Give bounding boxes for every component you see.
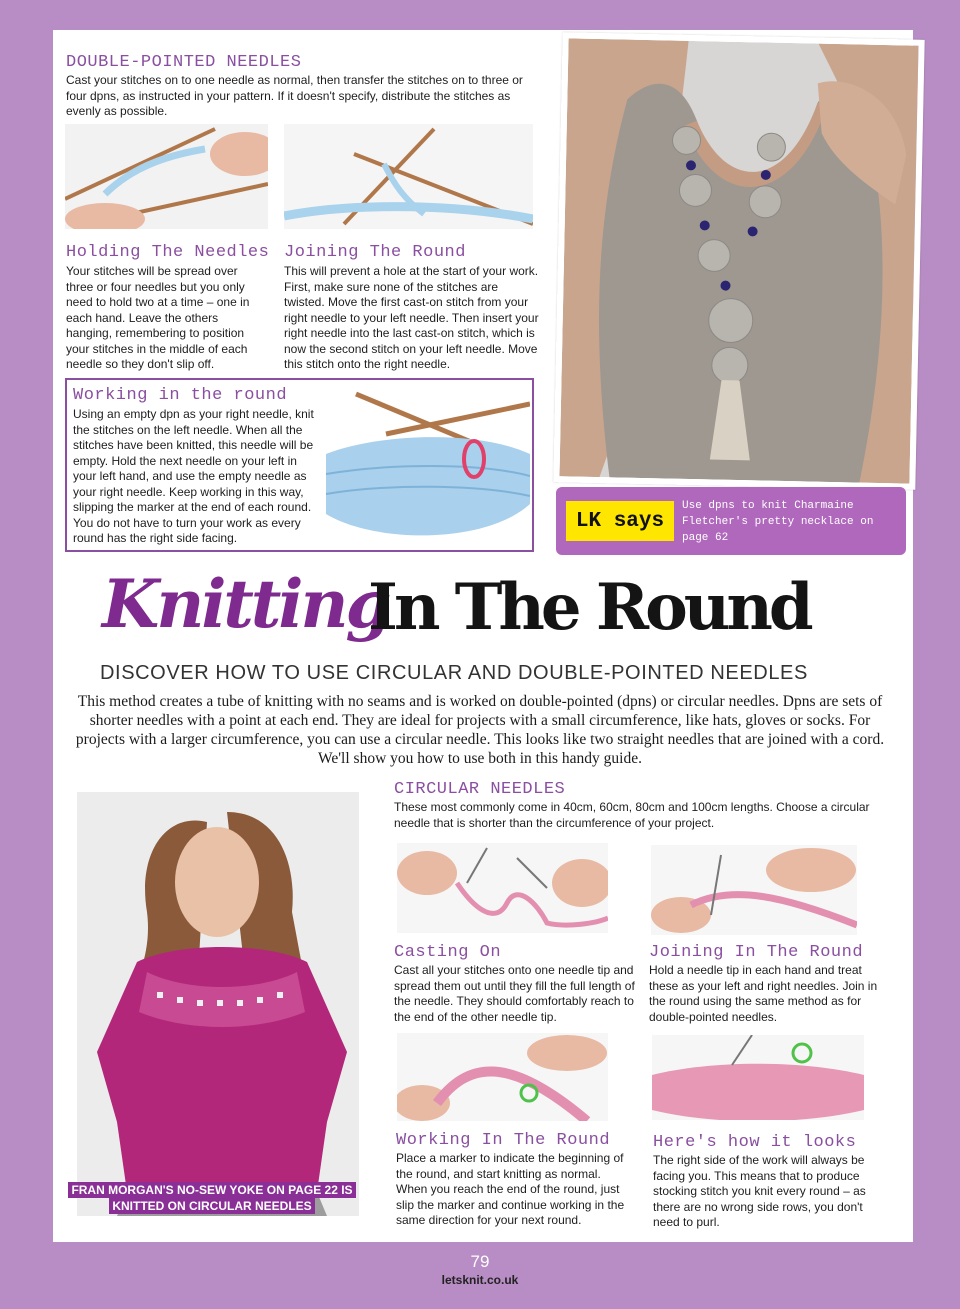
circular-intro: These most commonly come in 40cm, 60cm, 80cm and 100cm lengths. Choose a circular needle that is shorter than the circumference of your project. [394, 800, 870, 830]
working-text: Using an empty dpn as your right needle, knit the stitches on the left needle. When all the stitches have been knitted, this needle will be empty. Hold the next needle on your left in your left hand, and use the empty needle as your right needle. Keep working in this way, slipping the marker at the end of each round. You do not have to turn your work as every round has the right side facing. [73, 407, 314, 545]
title-script: Knitting [102, 565, 389, 643]
joining-round-text: Hold a needle tip in each hand and treat these as your left and right needles. Join in the round using the same method as for double-pointed needles. [649, 963, 878, 1024]
working-round-photo [326, 384, 530, 548]
circular-heading: CIRCULAR NEEDLES [394, 780, 566, 799]
dpn-intro: Cast your stitches on to one needle as normal, then transfer the stitches on to three or four dpns, as instructed in your pattern. If it doesn't specify, distribute the stitches as evenly as possible. [66, 73, 523, 118]
sweater-caption: FRAN MORGAN'S NO-SEW YOKE ON PAGE 22 IS KNITTED ON CIRCULAR NEEDLES [62, 1182, 362, 1214]
working-in-round-photo [397, 1033, 608, 1121]
holding-text: Your stitches will be spread over three or four needles but you only need to hold two at a time – one in each hand. Leave the others hanging, remembering to position your stitches in the middle of each needle so they don't slip off. [66, 264, 250, 371]
looks-heading: Here's how it looks [653, 1133, 857, 1152]
site-url[interactable]: letsknit.co.uk [441, 1273, 519, 1287]
holding-heading: Holding The Needles [66, 243, 270, 262]
casting-text: Cast all your stitches onto one needle tip and spread them out until they fill the full length of the needle. They should comfortably reach to the end of the other needle tip. [394, 963, 635, 1024]
joining-in-round-photo [651, 845, 857, 935]
how-it-looks-photo [652, 1035, 864, 1120]
lk-says-text: Use dpns to knit Charmaine Fletcher's pretty necklace on page 62 [682, 500, 874, 544]
necklace-photo [553, 32, 924, 489]
subtitle: DISCOVER HOW TO USE CIRCULAR AND DOUBLE-POINTED NEEDLES [100, 662, 808, 684]
sweater-photo [77, 792, 359, 1216]
joining-round-photo [284, 124, 533, 229]
casting-on-photo [397, 843, 608, 933]
looks-text: The right side of the work will always be facing you. This means that to produce stocking stitch you knit every round – as there are no wrong side rows, you don't need to purl. [653, 1153, 866, 1229]
title-main: In The Round [368, 570, 810, 645]
joining-round-heading: Joining In The Round [649, 943, 864, 962]
dpn-heading: DOUBLE-POINTED NEEDLES [66, 53, 302, 72]
holding-needles-photo [65, 124, 268, 229]
intro-paragraph: This method creates a tube of knitting with no seams and is worked on double-pointed (dpns) or circular needles. Dpns are sets of shorter needles with a point at each end. They are ideal for projects with a small circumference, like hats, gloves or socks. For projects with a larger circumference, you can use a circular needle. This looks like two straight needles that are joined with a cord. We'll show you how to use both in this handy guide. [75, 693, 885, 767]
working-heading: Working in the round [73, 386, 288, 405]
joining-text: This will prevent a hole at the start of your work. First, make sure none of the stitches are twisted. Move the first cast-on stitch from your right needle to your left needle. Then insert your right needle into the last cast-on stitch, which is now the second stitch on your left needle. Move this stitch onto the right needle. [284, 264, 539, 371]
lk-says-label: LK says [566, 501, 674, 541]
joining-heading: Joining The Round [284, 243, 466, 262]
working-round-text: Place a marker to indicate the beginning of the round, and start knitting as normal. When you reach the end of the round, just slip the marker and continue working in the same direction for your next round. [396, 1151, 625, 1227]
working-round-heading: Working In The Round [396, 1131, 611, 1150]
casting-heading: Casting On [394, 943, 502, 962]
page-number: 79 [470, 1252, 490, 1271]
